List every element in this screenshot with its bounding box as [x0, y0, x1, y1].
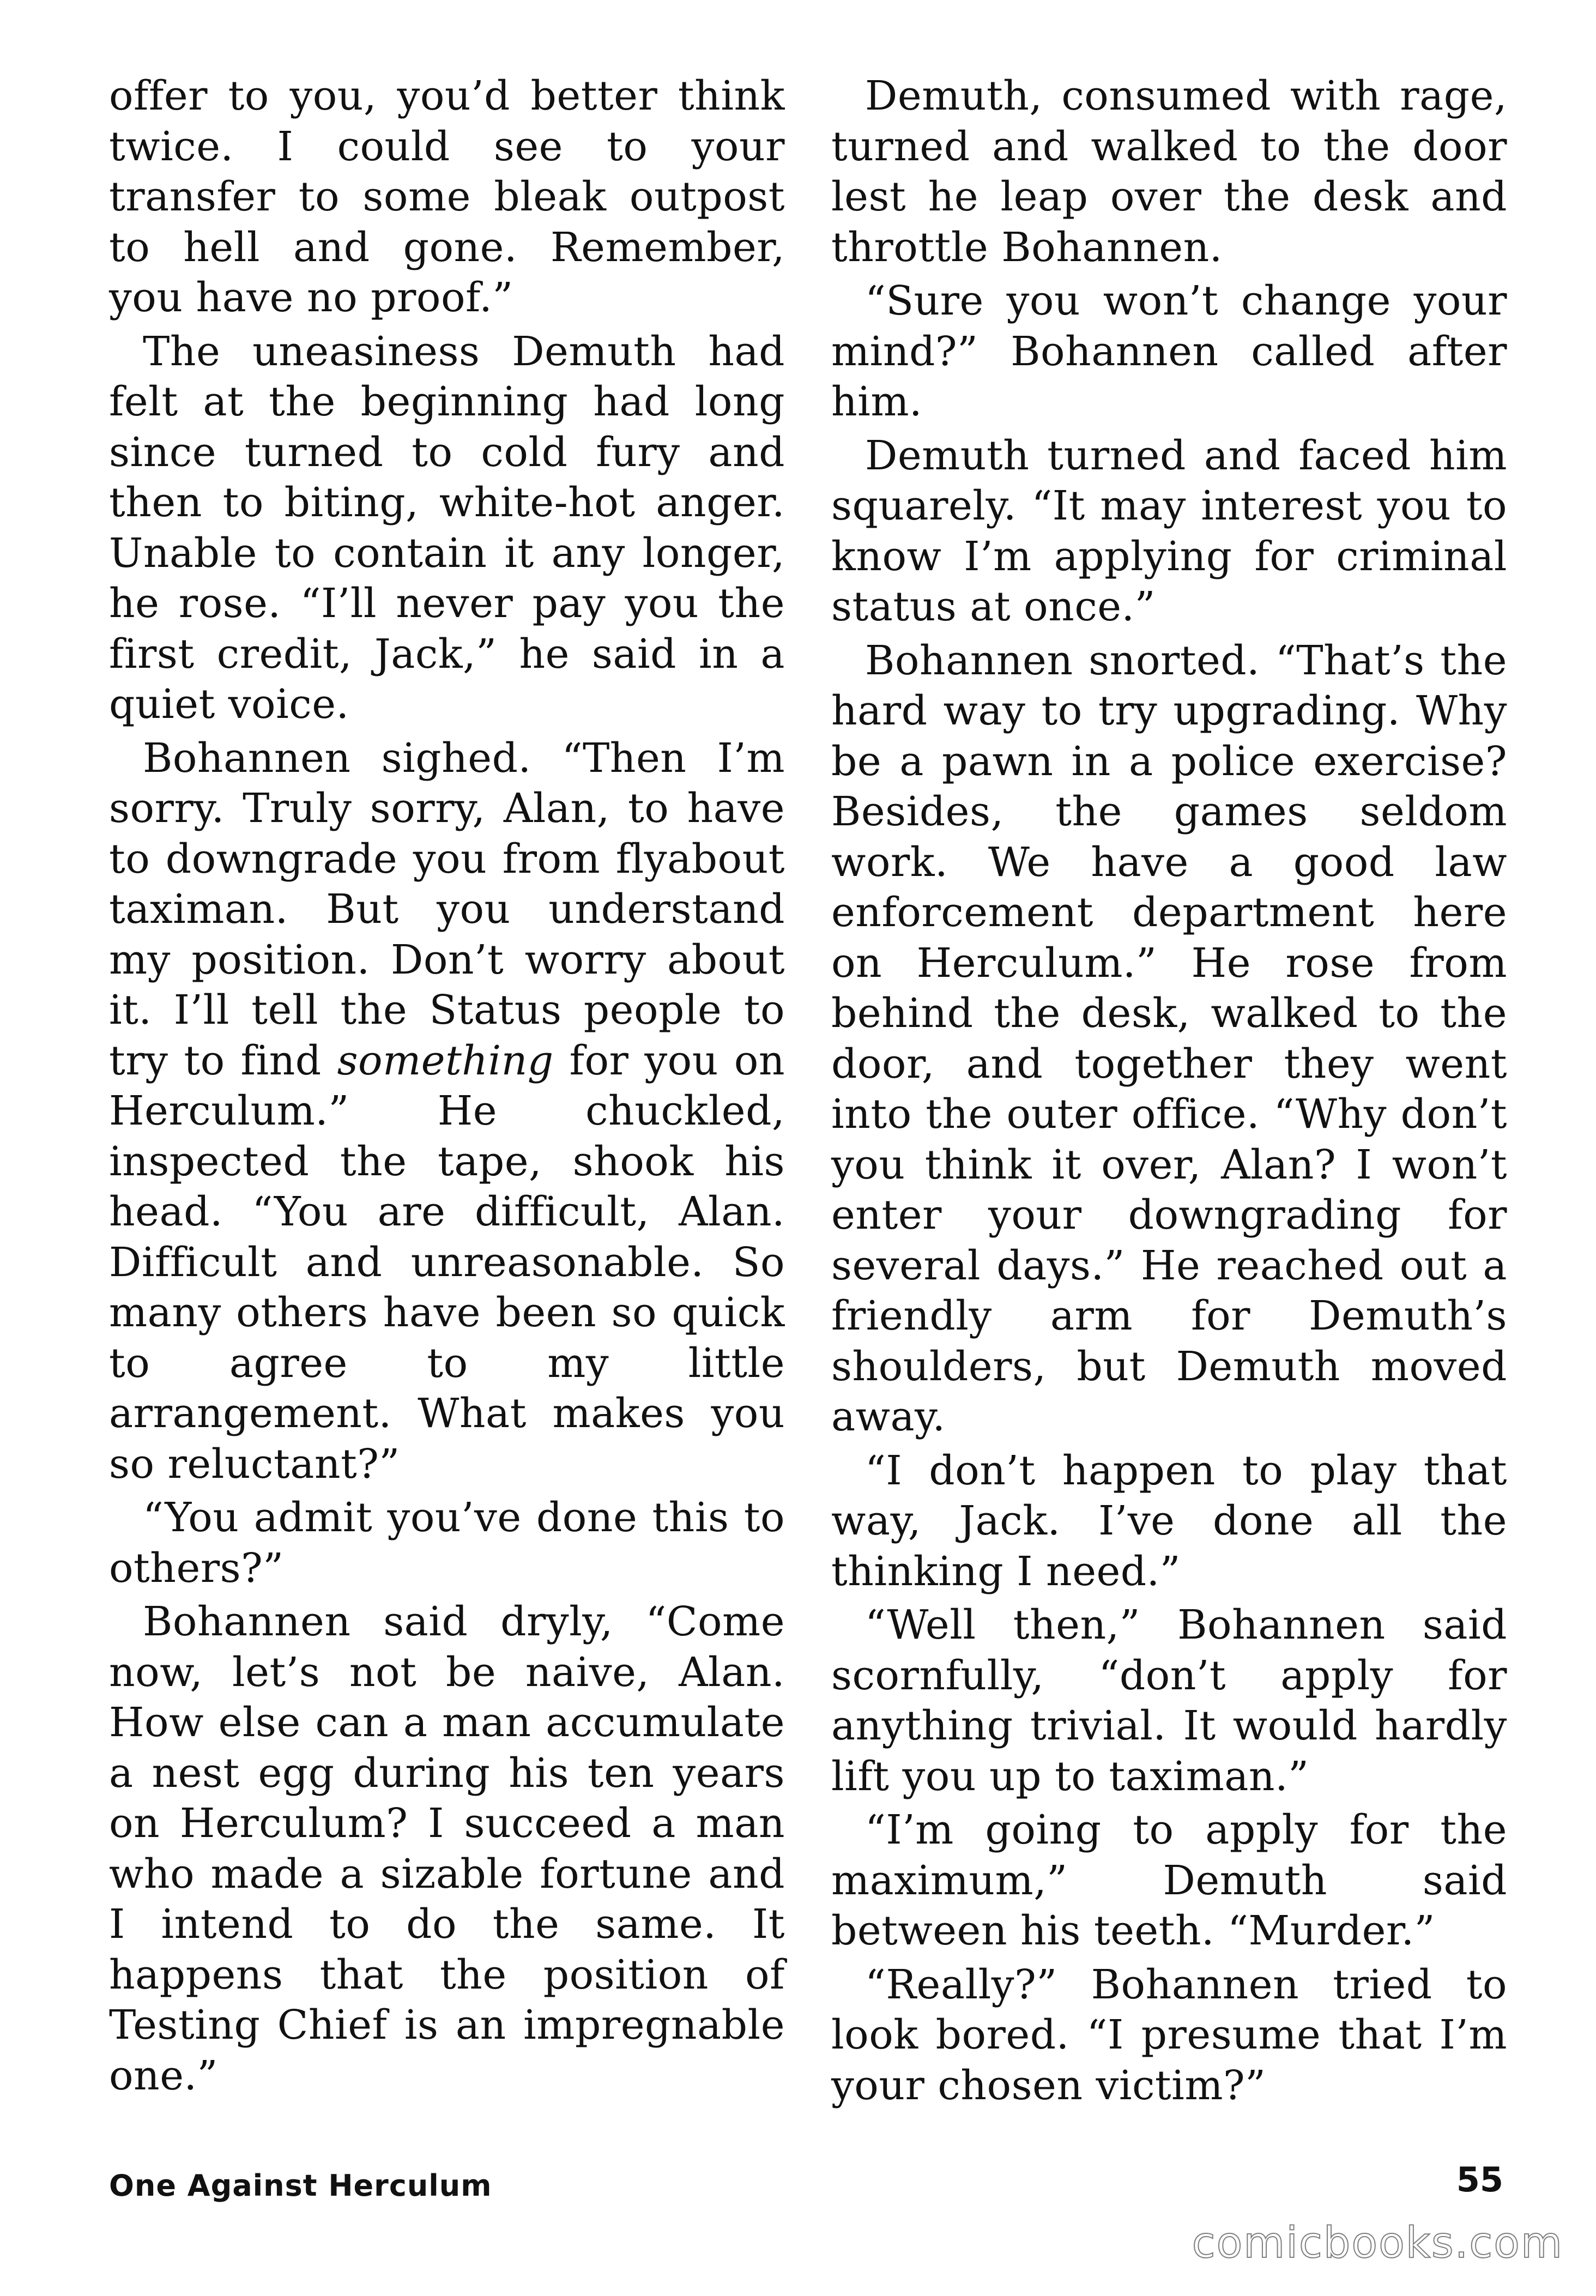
paragraph: “I’m going to apply for the maximum,” Demuth said between his teeth. “Murder.”: [831, 1806, 1507, 1954]
paragraph: “Well then,” Bohannen said scornfully, “don’t apply for anything trivial. It would hardly lift you up to taximan.”: [831, 1602, 1507, 1800]
paragraph-text-after: for you on Herculum.” He chuckled, inspected the tape, shook his head. “You are difficult, Alan. Difficult and unreasonable. So many others have been so quick to agree to my little arrangement. What makes you so reluctant?”: [109, 1037, 785, 1488]
left-text-column: [109, 71, 785, 2104]
paragraph: Bohannen snorted. “That’s the hard way to try upgrading. Why be a pawn in a police exercise? Besides, the games seldom work. We have a good law enforcement department here on Herculum.” He rose from behind the desk, walked to the door, and together they went into the outer office. “Why don’t you think it over, Alan? I won’t enter your downgrading for several days.” He reached out a friendly arm for Demuth’s shoulders, but Demuth moved away.: [831, 637, 1507, 1440]
paragraph: Demuth, consumed with rage, turned and walked to the door lest he leap over the desk and throttle Bohannen.: [831, 72, 1507, 271]
paragraph: The uneasiness Demuth had felt at the beginning had long since turned to cold fury and then to biting, white-hot anger. Unable to contain it any longer, he rose. “I’ll never pay you the first credit, Jack,” he said in a quiet voice.: [109, 328, 785, 728]
paragraph-with-emphasis: [109, 733, 785, 1490]
paragraph-continued: offer to you, you’d better think twice. I could see to your transfer to some bleak outpost to hell and gone. Remember, you have no proof.”: [109, 72, 785, 321]
paragraph-text-before: Bohannen sighed. “Then I’m sorry. Truly sorry, Alan, to have to downgrade you from flyabout taximan. But you understand my position. Don’t worry about it. I’ll tell the Status people to try to find: [109, 734, 785, 1084]
paragraph: “I don’t happen to play that way, Jack. I’ve done all the thinking I need.”: [831, 1447, 1507, 1595]
watermark: comicbooks.com: [1192, 2219, 1563, 2268]
running-footer-title: One Against Herculum: [109, 2168, 492, 2203]
paragraph: “Really?” Bohannen tried to look bored. “I presume that I’m your chosen victim?”: [831, 1961, 1507, 2109]
right-text-column: [831, 71, 1507, 2114]
paragraph: Bohannen said dryly, “Come now, let’s not be naive, Alan. How else can a man accumulate a nest egg during his ten years on Herculum? I succeed a man who made a sizable fortune and I intend to do the same. It happens that the position of Testing Chief is an impregnable one.”: [109, 1598, 785, 2099]
paragraph: “You admit you’ve done this to others?”: [109, 1494, 785, 1592]
emphasized-word: something: [337, 1037, 554, 1084]
paragraph: “Sure you won’t change your mind?” Bohannen called after him.: [831, 277, 1507, 425]
page-number: 55: [1456, 2160, 1503, 2200]
paragraph: Demuth turned and faced him squarely. “It may interest you to know I’m applying for criminal status at once.”: [831, 432, 1507, 630]
